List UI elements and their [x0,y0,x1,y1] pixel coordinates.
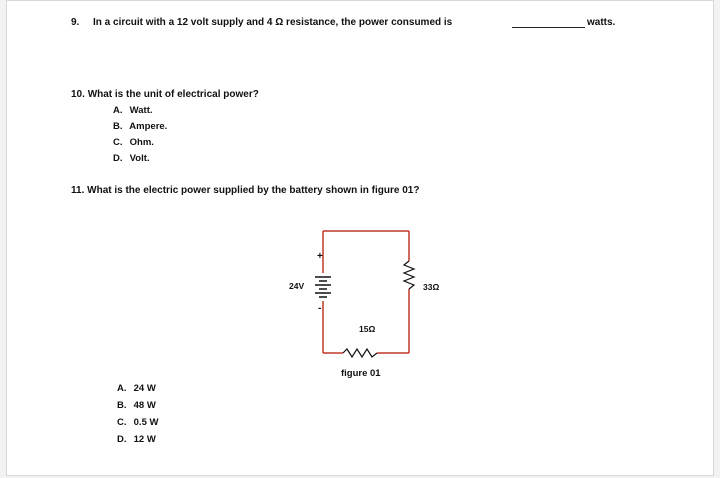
worksheet-page [6,0,714,476]
resistor-bottom-label: 15Ω [359,324,376,334]
battery-minus-sign: - [318,303,322,314]
q11-text: What is the electric power supplied by the battery shown in figure 01? [87,185,420,196]
q10-option-b[interactable]: B. Ampere. [113,121,168,132]
q10-number: 10. [71,89,85,100]
resistor-bottom-symbol [343,349,377,357]
q10-text: What is the unit of electrical power? [87,89,259,100]
resistor-right-symbol [404,261,414,289]
q9-unit: watts. [587,17,616,28]
circuit-wires [323,231,409,353]
battery-plus-sign: + [317,251,323,262]
q11-option-d[interactable]: D. 12 W [117,434,156,445]
resistor-right-label: 33Ω [423,282,440,292]
q11-option-b[interactable]: B. 48 W [117,400,156,411]
q11-option-c[interactable]: C. 0.5 W [117,417,159,428]
q10-option-c[interactable]: C. Ohm. [113,137,154,148]
figure-caption: figure 01 [341,368,381,379]
battery-label: 24V [289,281,305,291]
q10-option-d[interactable]: D. Volt. [113,153,150,164]
q9-number: 9. [71,17,80,28]
q10-option-a[interactable]: A. Watt. [113,105,153,116]
q11-option-a[interactable]: A. 24 W [117,383,156,394]
battery-symbol [315,277,331,297]
q9-text: In a circuit with a 12 volt supply and 4 Ω resistance, the power consumed is [93,17,453,28]
q11-number: 11. [71,185,85,196]
circuit-diagram [7,1,713,475]
